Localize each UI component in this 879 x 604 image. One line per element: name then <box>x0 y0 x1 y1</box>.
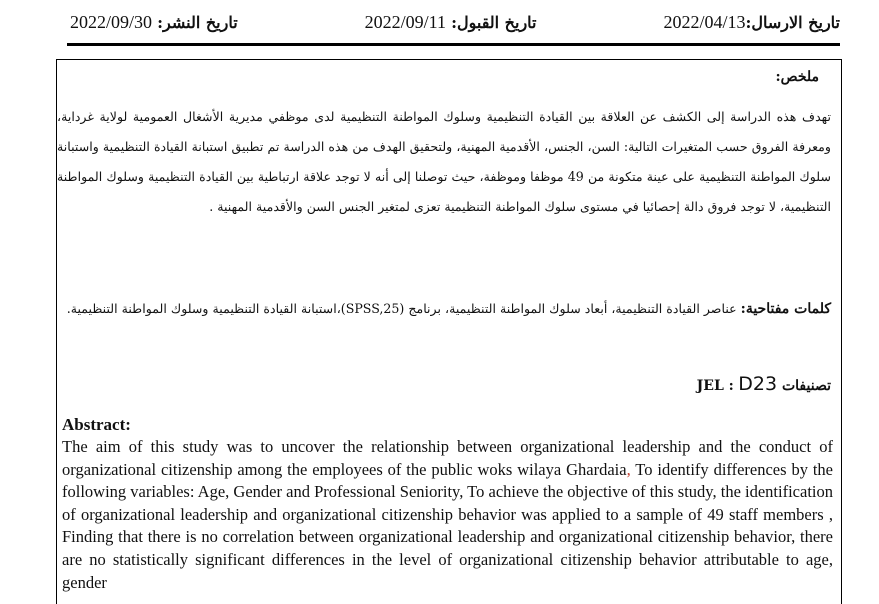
abstract-box <box>56 59 842 604</box>
sent-date-label: تاريخ الارسال: <box>745 12 840 32</box>
published-date-item <box>70 12 238 33</box>
keywords-text: عناصر القيادة التنظيمية، أبعاد سلوك المواطنة التنظيمية، برنامج (SPSS,25)،استبانة القيادة التنظيمية وسلوك المواطنة التنظيمية. <box>66 301 737 316</box>
accepted-date-value: 2022/09/11 <box>364 11 446 32</box>
published-date-label: تاريخ النشر: <box>157 12 238 32</box>
keywords-label: كلمات مفتاحية: <box>740 301 831 317</box>
english-abstract-heading: Abstract: <box>62 415 131 434</box>
published-date-value: 2022/09/30 <box>70 11 153 32</box>
arabic-keywords <box>57 292 831 326</box>
accepted-date-item <box>365 12 537 33</box>
jel-code: D23 <box>738 373 778 395</box>
english-abstract-text-part2: To identify differences by the following variables: Age, Gender and Professional Seniority, To achieve the objective of this study, the identification of organizational leadership and organizational citizenship behavior was applied to a sample of 49 staff members , Finding that there is no correlation between organizational leadership and organizational citizenship behavior, there are no statistically significant differences in the level of organizational citizenship behavior attributable to age, gender <box>62 459 834 592</box>
jel-label: تصنيفات JEL : <box>696 378 831 394</box>
english-abstract-text-part1: The aim of this study was to uncover the relationship between organizational leadership and the conduct of organizational citizenship among the employees of the public woks wilaya Ghardaia <box>62 437 833 479</box>
arabic-abstract-heading: ملخص: <box>775 69 819 85</box>
sent-date-item <box>663 12 840 33</box>
english-abstract-body <box>62 436 833 594</box>
sent-date-value: 2022/04/13 <box>663 11 746 32</box>
publication-dates-row <box>70 8 840 36</box>
english-abstract-red-comma: , <box>626 459 631 479</box>
jel-classification <box>697 373 831 395</box>
arabic-abstract-body: تهدف هذه الدراسة إلى الكشف عن العلاقة بين القيادة التنظيمية وسلوك المواطنة التنظيمية لدى موظفي مديرية الأشغال العمومية لولاية غرداية، ومعرفة الفروق حسب المتغيرات التالية: السن، الجنس، الأقدمية المهنية، ولتحقيق الهدف من هذه الدراسة تم تطبيق استبانة القيادة التنظيمية واستبانة سلوك المواطنة التنظيمية على عينة متكونة من 49 موظفا وموظفة، حيث توصلنا إلى أنه لا توجد علاقة ارتباطية بين القيادة التنظيمية وسلوك المواطنة التنظيمية، لا توجد فروق دالة إحصائيا في مستوى سلوك المواطنة التنظيمية تعزى لمتغير الجنس السن والأقدمية المهنية . <box>57 109 832 214</box>
header-divider <box>67 43 840 46</box>
accepted-date-label: تاريخ القبول: <box>451 12 537 32</box>
